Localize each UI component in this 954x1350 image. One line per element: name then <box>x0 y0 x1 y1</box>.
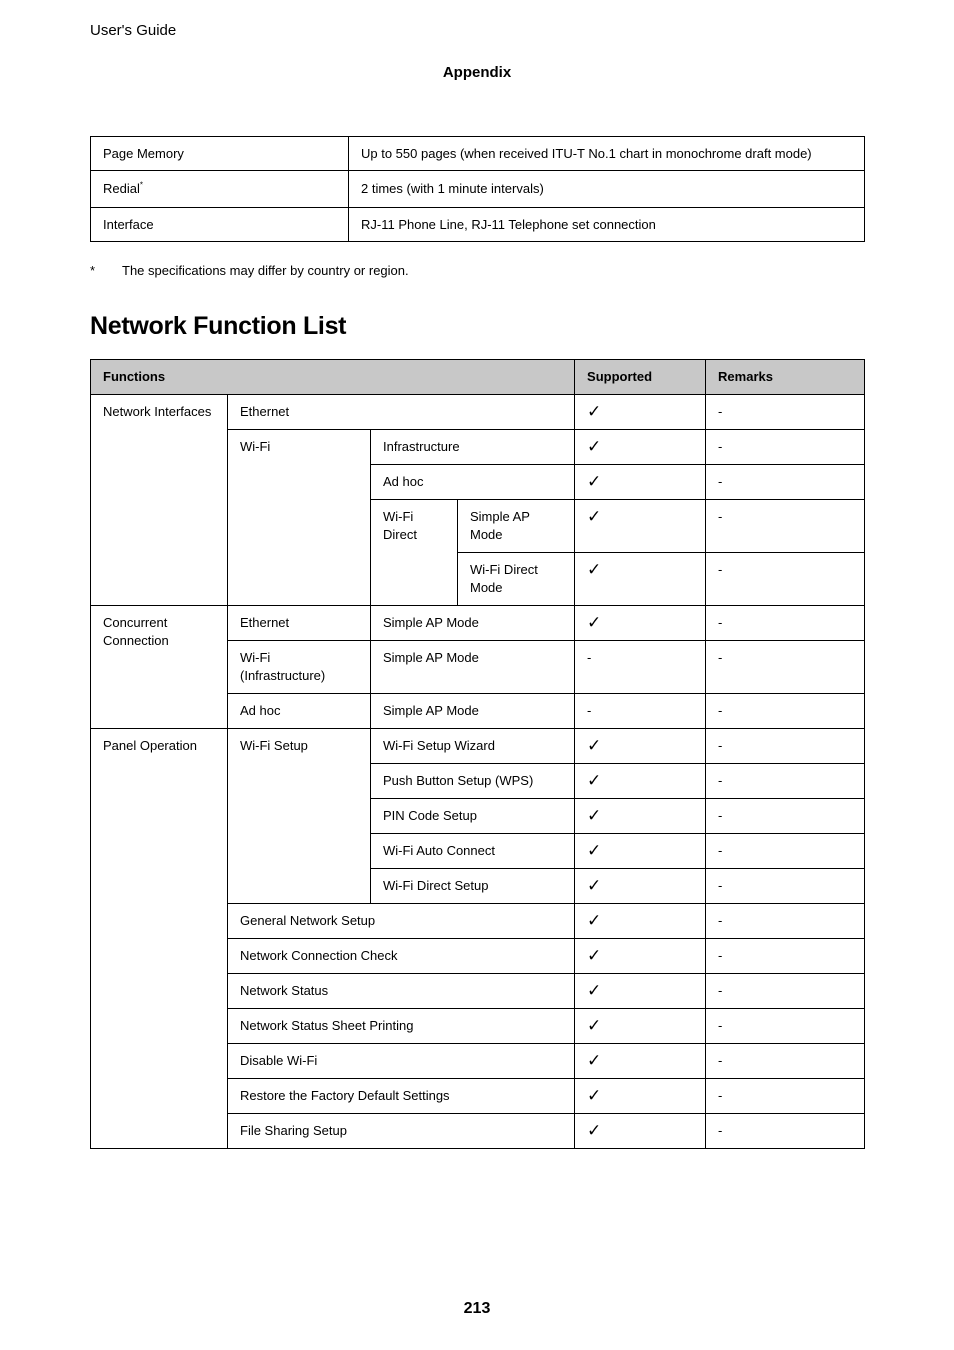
spec-value: RJ-11 Phone Line, RJ-11 Telephone set connection <box>349 208 865 242</box>
check-icon: ✓ <box>575 1114 706 1149</box>
supported-dash: - <box>575 694 706 729</box>
check-icon: ✓ <box>575 764 706 799</box>
cell-wifi-auto-connect: Wi-Fi Auto Connect <box>371 834 575 869</box>
group-concurrent-connection: Concurrent Connection <box>91 606 228 729</box>
cell-simple-ap-mode: Simple AP Mode <box>458 500 575 553</box>
check-icon: ✓ <box>575 500 706 553</box>
cell-wifi-setup: Wi-Fi Setup <box>228 729 371 904</box>
check-icon: ✓ <box>575 606 706 641</box>
supported-dash: - <box>575 641 706 694</box>
remark-dash: - <box>706 694 865 729</box>
remark-dash: - <box>706 606 865 641</box>
cell-network-connection-check: Network Connection Check <box>228 939 575 974</box>
remark-dash: - <box>706 500 865 553</box>
check-icon: ✓ <box>575 1044 706 1079</box>
remark-dash: - <box>706 834 865 869</box>
spec-label: Page Memory <box>91 137 349 171</box>
cell-simple-ap-mode: Simple AP Mode <box>371 694 575 729</box>
footnote-text: The specifications may differ by country or region. <box>122 263 409 278</box>
check-icon: ✓ <box>575 553 706 606</box>
network-function-table <box>90 359 865 1149</box>
check-icon: ✓ <box>575 834 706 869</box>
header-functions: Functions <box>91 360 575 395</box>
spec-value: 2 times (with 1 minute intervals) <box>349 171 865 208</box>
remark-dash: - <box>706 974 865 1009</box>
table-header-row <box>91 360 865 395</box>
check-icon: ✓ <box>575 869 706 904</box>
spec-label: Redial <box>103 181 140 196</box>
cell-wifi-direct-mode: Wi-Fi Direct Mode <box>458 553 575 606</box>
cell-ethernet: Ethernet <box>228 606 371 641</box>
cell-general-network-setup: General Network Setup <box>228 904 575 939</box>
table-row <box>91 395 865 430</box>
footnote-mark: * <box>90 263 96 278</box>
remark-dash: - <box>706 553 865 606</box>
check-icon: ✓ <box>575 974 706 1009</box>
spec-table <box>90 136 865 242</box>
remark-dash: - <box>706 764 865 799</box>
remark-dash: - <box>706 904 865 939</box>
remark-dash: - <box>706 1079 865 1114</box>
remark-dash: - <box>706 465 865 500</box>
check-icon: ✓ <box>575 395 706 430</box>
cell-wifi-direct-setup: Wi-Fi Direct Setup <box>371 869 575 904</box>
remark-dash: - <box>706 869 865 904</box>
check-icon: ✓ <box>575 799 706 834</box>
check-icon: ✓ <box>575 465 706 500</box>
cell-wifi: Wi-Fi <box>228 430 371 606</box>
table-row <box>91 606 865 641</box>
cell-simple-ap-mode: Simple AP Mode <box>371 641 575 694</box>
remark-dash: - <box>706 799 865 834</box>
remark-dash: - <box>706 1044 865 1079</box>
spec-label: Interface <box>91 208 349 242</box>
header-guide-title: User's Guide <box>90 22 177 39</box>
cell-infrastructure: Infrastructure <box>371 430 575 465</box>
remark-dash: - <box>706 729 865 764</box>
check-icon: ✓ <box>575 729 706 764</box>
cell-file-sharing-setup: File Sharing Setup <box>228 1114 575 1149</box>
header-supported: Supported <box>575 360 706 395</box>
check-icon: ✓ <box>575 430 706 465</box>
cell-disable-wifi: Disable Wi-Fi <box>228 1044 575 1079</box>
table-row <box>91 729 865 764</box>
spec-row <box>91 137 865 171</box>
check-icon: ✓ <box>575 939 706 974</box>
cell-wifi-infrastructure: Wi-Fi (Infrastructure) <box>228 641 371 694</box>
remark-dash: - <box>706 1009 865 1044</box>
cell-ethernet: Ethernet <box>228 395 575 430</box>
group-network-interfaces: Network Interfaces <box>91 395 228 606</box>
page-number: 213 <box>463 1300 491 1317</box>
footnote <box>90 263 409 278</box>
remark-dash: - <box>706 939 865 974</box>
spec-value: Up to 550 pages (when received ITU-T No.1 chart in monochrome draft mode) <box>349 137 865 171</box>
cell-simple-ap-mode: Simple AP Mode <box>371 606 575 641</box>
check-icon: ✓ <box>575 904 706 939</box>
remark-dash: - <box>706 641 865 694</box>
spec-row <box>91 171 865 208</box>
cell-push-button-setup: Push Button Setup (WPS) <box>371 764 575 799</box>
cell-pin-code-setup: PIN Code Setup <box>371 799 575 834</box>
cell-wifi-direct: Wi-Fi Direct <box>371 500 458 606</box>
remark-dash: - <box>706 1114 865 1149</box>
section-title: Network Function List <box>90 312 347 340</box>
cell-restore-factory-default: Restore the Factory Default Settings <box>228 1079 575 1114</box>
cell-network-status: Network Status <box>228 974 575 1009</box>
spec-label-footnote-mark: * <box>139 180 143 190</box>
spec-label-cell <box>91 171 349 208</box>
group-panel-operation: Panel Operation <box>91 729 228 1149</box>
cell-ad-hoc: Ad hoc <box>371 465 575 500</box>
remark-dash: - <box>706 395 865 430</box>
check-icon: ✓ <box>575 1009 706 1044</box>
spec-row <box>91 208 865 242</box>
cell-ad-hoc: Ad hoc <box>228 694 371 729</box>
header-remarks: Remarks <box>706 360 865 395</box>
cell-wifi-setup-wizard: Wi-Fi Setup Wizard <box>371 729 575 764</box>
remark-dash: - <box>706 430 865 465</box>
header-section-title: Appendix <box>442 64 512 81</box>
check-icon: ✓ <box>575 1079 706 1114</box>
cell-network-status-sheet-printing: Network Status Sheet Printing <box>228 1009 575 1044</box>
